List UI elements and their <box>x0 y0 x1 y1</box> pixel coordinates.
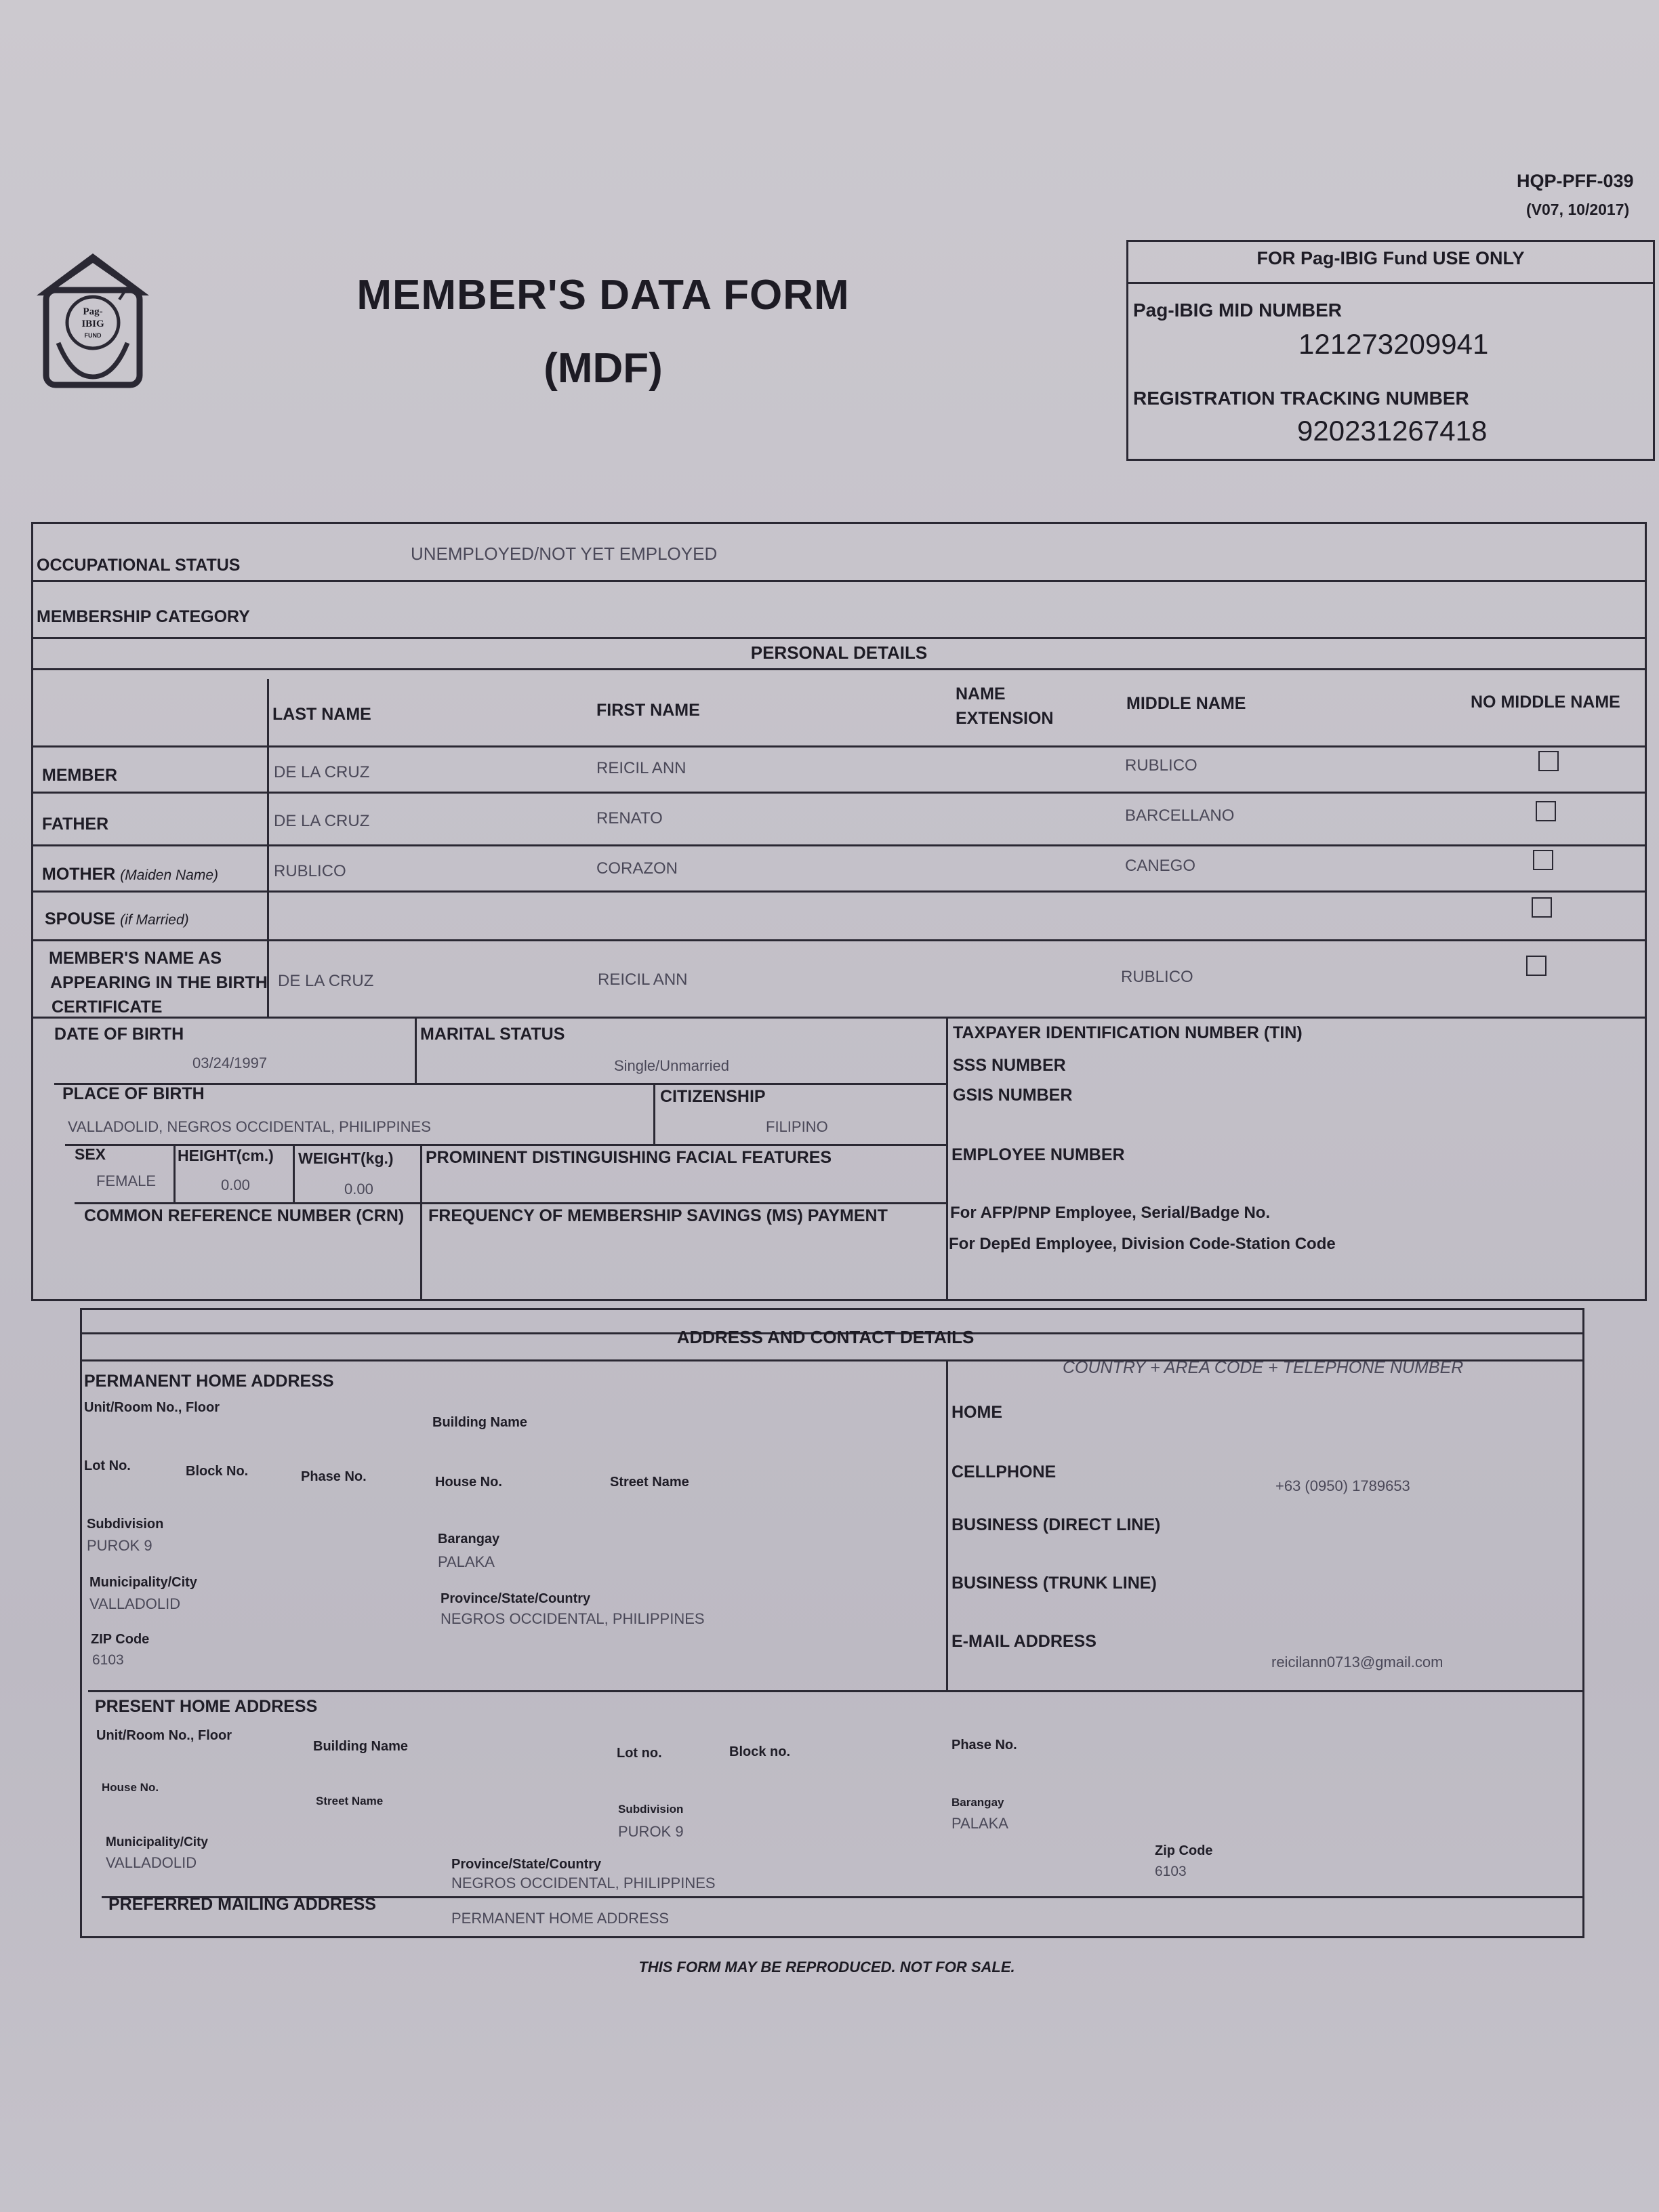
pres-barangay-label: Barangay <box>951 1796 1004 1809</box>
perm-zip-label: ZIP Code <box>91 1632 150 1647</box>
height-value: 0.00 <box>221 1176 250 1193</box>
cellphone-label: CELLPHONE <box>951 1462 1057 1481</box>
birth-cert-no-middle-checkbox[interactable] <box>1526 956 1547 976</box>
form-code: HQP-PFF-039 <box>1517 171 1634 191</box>
perm-municipality-value: VALLADOLID <box>89 1595 181 1612</box>
father-last-name: DE LA CRUZ <box>274 812 370 830</box>
crn-label: COMMON REFERENCE NUMBER (CRN) <box>84 1206 405 1225</box>
height-label: HEIGHT(cm.) <box>178 1147 274 1164</box>
pres-unit-label: Unit/Room No., Floor <box>96 1728 232 1743</box>
pres-building-label: Building Name <box>313 1739 409 1754</box>
pres-zip-value: 6103 <box>1155 1864 1187 1879</box>
perm-street-label: Street Name <box>610 1475 689 1490</box>
member-first-name: REICIL ANN <box>596 759 687 777</box>
row-spouse-note: (if Married) <box>120 912 189 928</box>
mailing-address-label: PREFERRED MAILING ADDRESS <box>108 1895 376 1914</box>
perm-barangay-label: Barangay <box>438 1532 500 1547</box>
member-last-name: DE LA CRUZ <box>274 763 370 781</box>
perm-block-label: Block No. <box>186 1464 249 1479</box>
mailing-address-value: PERMANENT HOME ADDRESS <box>451 1910 670 1927</box>
mother-last-name: RUBLICO <box>274 862 346 880</box>
office-use-header: FOR Pag-IBIG Fund USE ONLY <box>1256 248 1525 268</box>
sss-label: SSS NUMBER <box>953 1056 1066 1075</box>
citizenship-value: FILIPINO <box>766 1118 828 1135</box>
pres-subdivision-label: Subdivision <box>618 1803 684 1816</box>
col-first-name: FIRST NAME <box>596 701 700 720</box>
row-father-label: FATHER <box>42 815 109 834</box>
pres-street-label: Street Name <box>316 1795 384 1807</box>
form-subtitle: (MDF) <box>544 345 663 392</box>
business-direct-label: BUSINESS (DIRECT LINE) <box>951 1515 1161 1534</box>
birth-cert-label-1: MEMBER'S NAME AS <box>49 949 222 968</box>
pob-value: VALLADOLID, NEGROS OCCIDENTAL, PHILIPPINES <box>68 1118 431 1135</box>
perm-subdivision-label: Subdivision <box>87 1517 164 1532</box>
membership-category-label: MEMBERSHIP CATEGORY <box>37 607 250 626</box>
perm-building-label: Building Name <box>432 1415 528 1430</box>
pres-lot-label: Lot no. <box>617 1746 662 1761</box>
logo-text-3: FUND <box>84 332 102 339</box>
permanent-address-title: PERMANENT HOME ADDRESS <box>84 1372 334 1391</box>
pres-municipality-label: Municipality/City <box>106 1835 208 1849</box>
contact-number-header: COUNTRY + AREA CODE + TELEPHONE NUMBER <box>1063 1358 1464 1377</box>
pres-municipality-value: VALLADOLID <box>106 1854 197 1871</box>
birth-cert-middle-name: RUBLICO <box>1121 968 1193 986</box>
weight-value: 0.00 <box>344 1181 373 1197</box>
member-middle-name: RUBLICO <box>1125 756 1197 775</box>
employee-number-label: EMPLOYEE NUMBER <box>951 1145 1125 1164</box>
pres-zip-label: Zip Code <box>1155 1843 1213 1858</box>
personal-details-header: PERSONAL DETAILS <box>750 642 928 663</box>
pag-ibig-logo <box>31 248 155 390</box>
birth-cert-last-name: DE LA CRUZ <box>278 972 374 990</box>
dob-label: DATE OF BIRTH <box>54 1025 184 1044</box>
occupational-status-label: OCCUPATIONAL STATUS <box>37 556 241 575</box>
mother-no-middle-checkbox[interactable] <box>1533 850 1553 870</box>
pob-label: PLACE OF BIRTH <box>62 1084 205 1103</box>
birth-cert-label-2: APPEARING IN THE BIRTH <box>50 973 268 992</box>
pres-subdivision-value: PUROK 9 <box>618 1823 684 1840</box>
weight-label: WEIGHT(kg.) <box>298 1149 394 1167</box>
logo-text-1: Pag- <box>83 306 103 317</box>
citizenship-label: CITIZENSHIP <box>660 1087 766 1106</box>
row-spouse-label: SPOUSE <box>45 909 116 928</box>
perm-province-label: Province/State/Country <box>441 1591 591 1606</box>
pres-block-label: Block no. <box>729 1744 791 1759</box>
row-mother-label: MOTHER <box>42 865 116 884</box>
birth-cert-first-name: REICIL ANN <box>598 970 688 989</box>
email-label: E-MAIL ADDRESS <box>951 1632 1097 1651</box>
pres-phase-label: Phase No. <box>951 1738 1017 1753</box>
address-contact-header: ADDRESS AND CONTACT DETAILS <box>676 1327 975 1347</box>
home-phone-label: HOME <box>951 1403 1002 1422</box>
business-trunk-label: BUSINESS (TRUNK LINE) <box>951 1574 1157 1593</box>
pres-barangay-value: PALAKA <box>951 1815 1008 1832</box>
cellphone-value: +63 (0950) 1789653 <box>1275 1477 1410 1494</box>
ms-payment-label: FREQUENCY OF MEMBERSHIP SAVINGS (MS) PAYMENT <box>428 1206 888 1225</box>
perm-phase-label: Phase No. <box>301 1469 367 1484</box>
tin-label: TAXPAYER IDENTIFICATION NUMBER (TIN) <box>953 1023 1303 1042</box>
col-middle-name: MIDDLE NAME <box>1126 694 1246 713</box>
mother-first-name: CORAZON <box>596 859 678 878</box>
footer-note: THIS FORM MAY BE REPRODUCED. NOT FOR SALE. <box>638 1959 1015 1975</box>
col-name-ext-1: NAME <box>956 684 1006 703</box>
sex-value: FEMALE <box>96 1172 157 1189</box>
pres-province-label: Province/State/Country <box>451 1857 602 1872</box>
pres-house-label: House No. <box>102 1781 159 1794</box>
dob-value: 03/24/1997 <box>192 1054 268 1071</box>
row-mother-note: (Maiden Name) <box>120 867 218 883</box>
gsis-label: GSIS NUMBER <box>953 1086 1073 1105</box>
deped-label: For DepEd Employee, Division Code-Station Code <box>949 1235 1336 1253</box>
member-no-middle-checkbox[interactable] <box>1538 751 1559 771</box>
marital-status-label: MARITAL STATUS <box>420 1025 565 1044</box>
form-version: (V07, 10/2017) <box>1526 201 1630 218</box>
col-no-middle-name: NO MIDDLE NAME <box>1471 693 1620 712</box>
perm-subdivision-value: PUROK 9 <box>87 1537 152 1554</box>
col-name-ext-2: EXTENSION <box>956 709 1054 728</box>
sex-label: SEX <box>75 1145 106 1163</box>
perm-municipality-label: Municipality/City <box>89 1575 197 1590</box>
father-middle-name: BARCELLANO <box>1125 806 1235 825</box>
present-address-title: PRESENT HOME ADDRESS <box>95 1697 318 1716</box>
spouse-no-middle-checkbox[interactable] <box>1532 897 1552 918</box>
perm-zip-value: 6103 <box>92 1652 124 1668</box>
email-value: reicilann0713@gmail.com <box>1271 1654 1443 1671</box>
row-member-label: MEMBER <box>42 766 118 785</box>
mother-middle-name: CANEGO <box>1125 857 1196 875</box>
perm-unit-label: Unit/Room No., Floor <box>84 1400 220 1415</box>
col-last-name: LAST NAME <box>272 705 371 724</box>
rtn-value: 920231267418 <box>1297 415 1488 447</box>
rtn-label: REGISTRATION TRACKING NUMBER <box>1133 388 1469 409</box>
form-title: MEMBER'S DATA FORM <box>356 272 850 319</box>
facial-features-label: PROMINENT DISTINGUISHING FACIAL FEATURES <box>426 1148 832 1167</box>
father-first-name: RENATO <box>596 809 663 827</box>
perm-lot-label: Lot No. <box>84 1458 131 1473</box>
afp-pnp-label: For AFP/PNP Employee, Serial/Badge No. <box>950 1204 1271 1222</box>
occupational-status-value: UNEMPLOYED/NOT YET EMPLOYED <box>411 544 718 564</box>
birth-cert-label-3: CERTIFICATE <box>52 998 163 1017</box>
perm-province-value: NEGROS OCCIDENTAL, PHILIPPINES <box>441 1610 705 1627</box>
marital-status-value: Single/Unmarried <box>614 1057 729 1074</box>
mid-number-value: 121273209941 <box>1298 328 1489 360</box>
logo-text-2: IBIG <box>81 319 104 329</box>
perm-barangay-value: PALAKA <box>438 1553 495 1570</box>
pres-province-value: NEGROS OCCIDENTAL, PHILIPPINES <box>451 1875 716 1891</box>
father-no-middle-checkbox[interactable] <box>1536 801 1556 821</box>
perm-house-label: House No. <box>435 1475 502 1490</box>
address-contact-box <box>80 1308 1584 1938</box>
mid-number-label: Pag-IBIG MID NUMBER <box>1133 300 1342 321</box>
